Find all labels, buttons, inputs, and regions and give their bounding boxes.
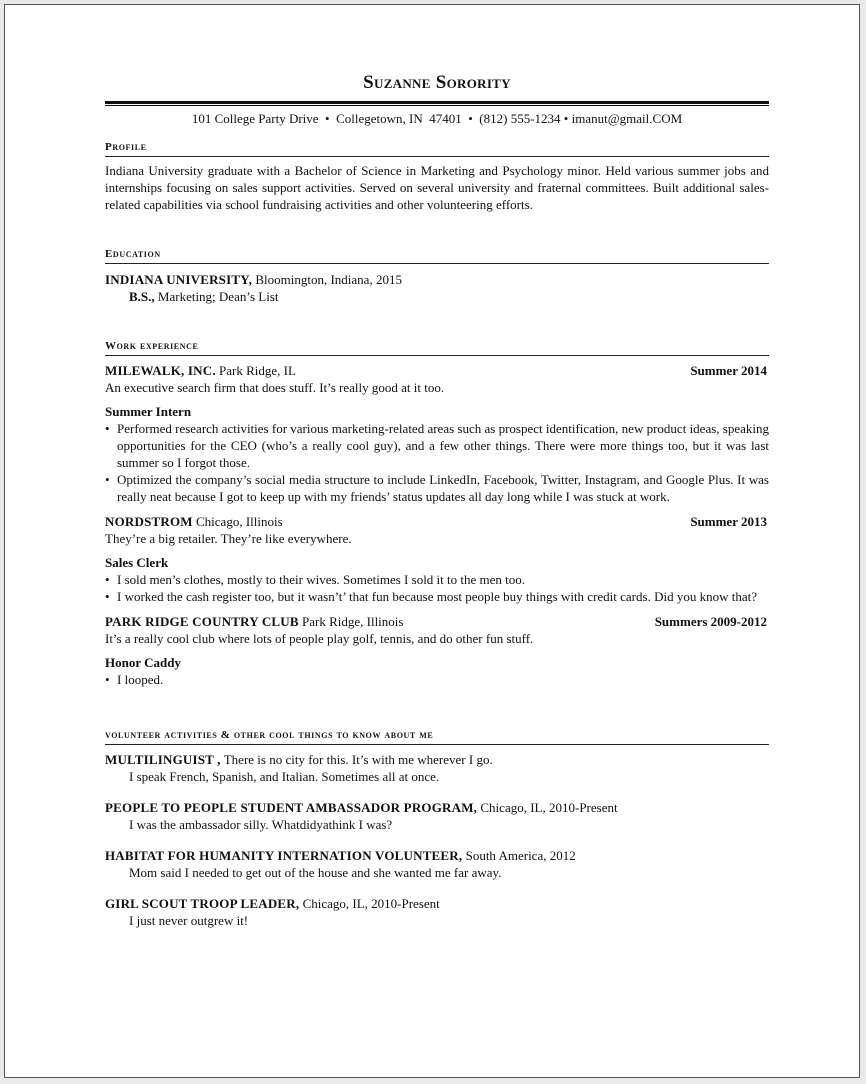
job-org: PARK RIDGE COUNTRY CLUB xyxy=(105,614,299,629)
work-heading: Work experience xyxy=(105,339,769,356)
school-name: INDIANA UNIVERSITY, xyxy=(105,272,253,287)
list-item: • I worked the cash register too, but it wasn’t’ that fun because most people buy things with credit cards. Did you know that? xyxy=(105,588,769,605)
volunteer-note: I was the ambassador silly. Whatdidyathink I was? xyxy=(129,817,393,832)
candidate-name: Suzanne Sorority xyxy=(363,72,511,93)
volunteer-detail: Chicago, IL, 2010-Present xyxy=(299,896,440,911)
volunteer-name: MULTILINGUIST , xyxy=(105,752,221,767)
volunteer-detail: South America, 2012 xyxy=(462,848,576,863)
job-bullets xyxy=(105,420,769,505)
degree-detail: Marketing; Dean’s List xyxy=(154,289,279,304)
job-location: Park Ridge, IL xyxy=(215,363,296,378)
job-description: It’s a really cool club where lots of people play golf, tennis, and do other fun stuff. xyxy=(105,631,534,646)
job-description: An executive search firm that does stuff. It’s really good at it too. xyxy=(105,380,445,395)
volunteer-name: PEOPLE TO PEOPLE STUDENT AMBASSADOR PROGRAM, xyxy=(105,800,478,815)
resume-content xyxy=(105,69,769,929)
job-date: Summer 2013 xyxy=(690,514,767,529)
job-header xyxy=(105,362,769,379)
volunteer-detail: There is no city for this. It’s with me wherever I go. xyxy=(220,752,493,767)
job-bullets xyxy=(105,571,769,605)
education-heading: Education xyxy=(105,247,769,264)
resume-page xyxy=(4,4,860,1078)
job-header xyxy=(105,513,769,530)
school-detail: Bloomington, Indiana, 2015 xyxy=(252,272,402,287)
volunteer-detail: Chicago, IL, 2010-Present xyxy=(477,800,618,815)
job-location: Park Ridge, Illinois xyxy=(298,614,404,629)
volunteer-entry xyxy=(105,895,769,912)
volunteer-entry xyxy=(105,799,769,816)
job-role: Summer Intern xyxy=(105,404,192,419)
job-header xyxy=(105,613,769,630)
list-item: • Optimized the company’s social media structure to include LinkedIn, Facebook, Twitter, Instagram, and Google Plus. It was really neat because I got to keep up with my friends’ status updates all day long while I was stuck at work. xyxy=(105,471,769,505)
volunteer-name: HABITAT FOR HUMANITY INTERNATION VOLUNTEER, xyxy=(105,848,463,863)
volunteer-entry xyxy=(105,751,769,768)
job-role: Honor Caddy xyxy=(105,655,181,670)
job-location: Chicago, Illinois xyxy=(192,514,283,529)
volunteer-note: I speak French, Spanish, and Italian. Sometimes all at once. xyxy=(129,769,440,784)
volunteer-note: I just never outgrew it! xyxy=(129,913,249,928)
job-role: Sales Clerk xyxy=(105,555,169,570)
list-item: • Performed research activities for various marketing-related areas such as prospect identification, new product ideas, speaking opportunities for the CEO (who’s a really cool guy), and a few other things. There were more things too, but it was last summer so I forgot those. xyxy=(105,420,769,471)
volunteer-heading: volunteer activities & other cool things to know about me xyxy=(105,728,769,745)
list-item: • I sold men’s clothes, mostly to their wives. Sometimes I sold it to the men too. xyxy=(105,571,769,588)
volunteer-name: GIRL SCOUT TROOP LEADER, xyxy=(105,896,300,911)
contact-line: 101 College Party Drive • Collegetown, IN 47401 • (812) 555-1234 • imanut@gmail.COM xyxy=(191,111,683,126)
job-org: NORDSTROM xyxy=(105,514,193,529)
degree-line xyxy=(105,288,769,305)
volunteer-entry xyxy=(105,847,769,864)
profile-heading: Profile xyxy=(105,140,769,157)
profile-text: Indiana University graduate with a Bachelor of Science in Marketing and Psychology minor. Held various summer jobs and internships focusing on sales support activities. Served on several university and fraternal committees. Built additional sales-related capabilities via school fundraising activities and other volunteering efforts. xyxy=(105,163,769,212)
job-date: Summer 2014 xyxy=(690,363,767,378)
job-date: Summers 2009-2012 xyxy=(654,614,767,629)
degree-name: B.S., xyxy=(129,289,155,304)
volunteer-note: Mom said I needed to get out of the house and she wanted me far away. xyxy=(129,865,502,880)
name-divider xyxy=(105,101,769,106)
job-org: MILEWALK, INC. xyxy=(105,363,216,378)
education-entry xyxy=(105,271,769,288)
job-bullets xyxy=(105,671,769,688)
job-description: They’re a big retailer. They’re like everywhere. xyxy=(105,531,352,546)
list-item: • I looped. xyxy=(105,671,769,688)
